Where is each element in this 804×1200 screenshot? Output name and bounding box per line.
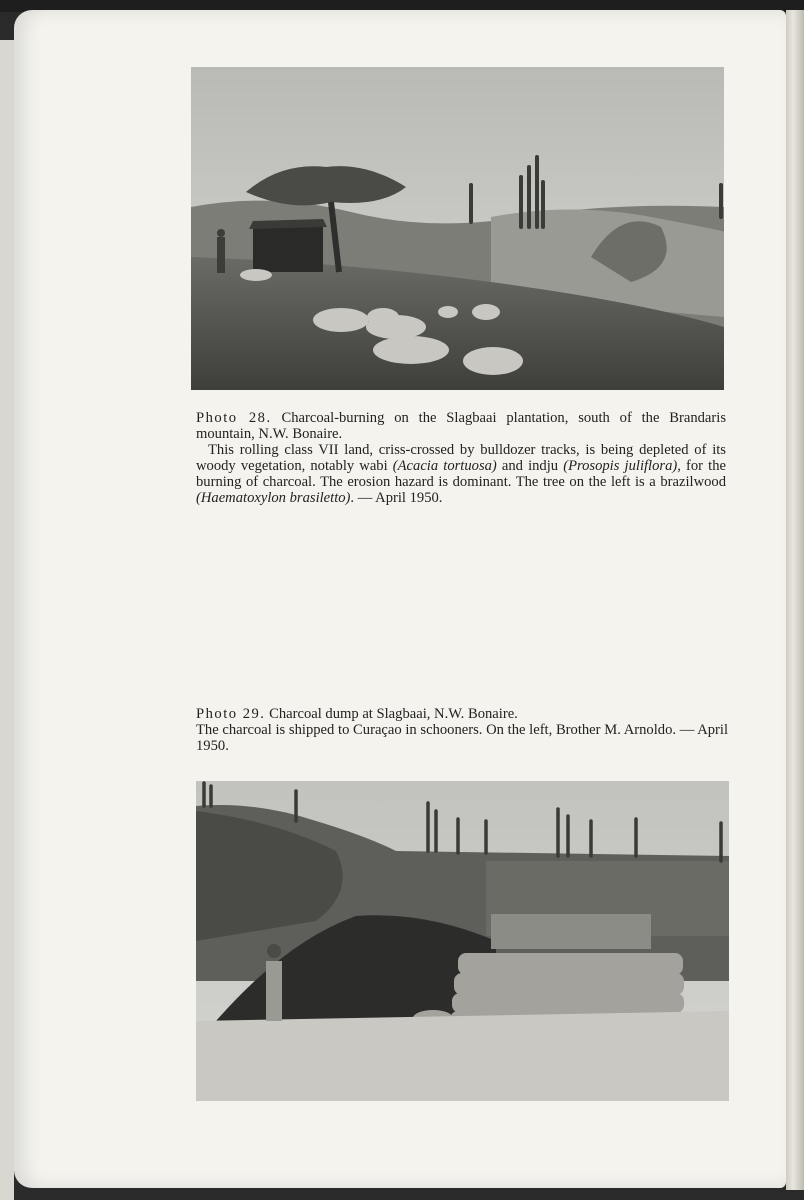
photo-29-caption xyxy=(196,706,728,754)
photo-28-desc-4: . — April 1950. xyxy=(350,490,443,506)
previous-page-edge xyxy=(0,40,14,1200)
species-haematoxylon: (Haematoxylon brasiletto) xyxy=(196,490,351,506)
photo-28-title: Charcoal-burning on the Slagbaai plantation, south of the Brandaris mountain, N.W. Bonaire. xyxy=(196,410,727,442)
page-stack-edge xyxy=(786,10,804,1190)
photo-28-desc-2: and indju xyxy=(496,458,564,474)
photo-28-label: Photo 28. xyxy=(196,410,272,426)
photo-29-image xyxy=(196,781,729,1101)
photo-29-title: Charcoal dump at Slagbaai, N.W. Bonaire. xyxy=(269,706,518,722)
species-acacia: (Acacia tortuosa) xyxy=(392,458,497,474)
species-prosopis: (Prosopis juliflora) xyxy=(563,458,678,474)
photo-28-image xyxy=(191,67,724,390)
photo-28-desc-3: , for the burning of charcoal. The erosion hazard is dominant. The tree on the left is a brazilwood xyxy=(196,458,726,490)
photo-29-description: The charcoal is shipped to Curaçao in schooners. On the left, Brother M. Arnoldo. — April 1950. xyxy=(196,722,728,754)
photo-28-desc-1: This rolling class VII land, criss-crossed by bulldozer tracks, is being depleted of its woody vegetation, notably wabi xyxy=(196,442,726,474)
photo-28-caption xyxy=(196,410,726,506)
photo-28-description xyxy=(196,442,726,506)
photo-29-label: Photo 29. xyxy=(196,706,266,722)
